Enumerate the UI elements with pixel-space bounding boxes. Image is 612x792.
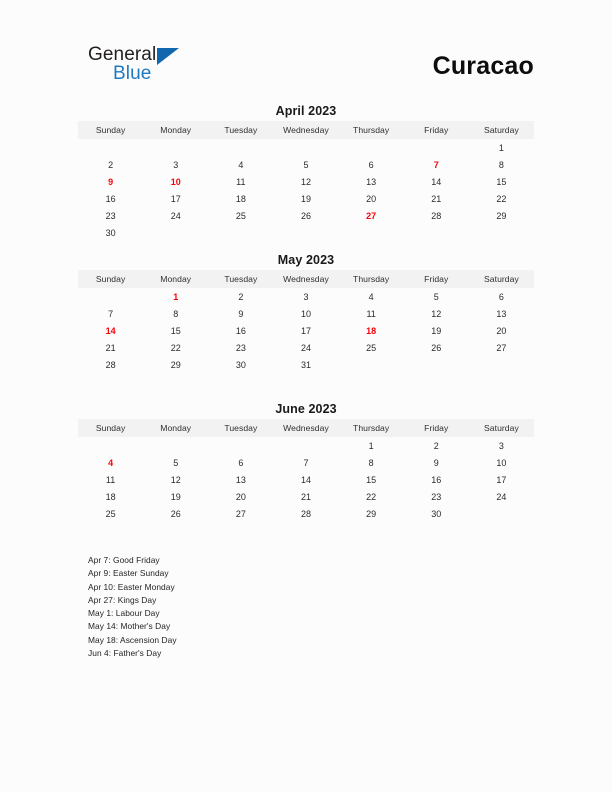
day-cell[interactable]: 4: [238, 159, 244, 170]
calendar-table: [78, 270, 534, 373]
weekday-header-sunday: Sunday: [78, 121, 143, 139]
month-title: April 2023: [275, 104, 337, 118]
calendar-weekday-header: [78, 419, 534, 437]
day-cell-empty: [469, 356, 534, 373]
week-row: [78, 339, 534, 356]
day-cell-holiday[interactable]: 27: [366, 210, 377, 221]
day-cell-empty: [143, 139, 208, 156]
day-cell[interactable]: 2: [238, 291, 244, 302]
day-cell[interactable]: 7: [303, 457, 309, 468]
day-cell[interactable]: 8: [498, 159, 504, 170]
day-cell[interactable]: 13: [496, 308, 507, 319]
calendar-table: [78, 419, 534, 522]
day-cell[interactable]: 12: [170, 474, 181, 485]
week-row: [78, 305, 534, 322]
day-cell-holiday[interactable]: 1: [173, 291, 179, 302]
day-cell[interactable]: 17: [300, 325, 311, 336]
week-row: [78, 471, 534, 488]
day-cell[interactable]: 16: [431, 474, 442, 485]
day-cell-empty: [339, 356, 404, 373]
day-cell[interactable]: 12: [300, 176, 311, 187]
day-cell[interactable]: 11: [236, 176, 246, 187]
day-cell[interactable]: 3: [303, 291, 309, 302]
day-cell[interactable]: 3: [498, 440, 504, 451]
weekday-header-thursday: Thursday: [339, 270, 404, 288]
week-row: [78, 190, 534, 207]
weekday-header-wednesday: Wednesday: [273, 270, 338, 288]
day-cell[interactable]: 15: [366, 474, 377, 485]
day-cell[interactable]: 28: [300, 508, 311, 519]
day-cell[interactable]: 20: [235, 491, 246, 502]
day-cell[interactable]: 4: [368, 291, 374, 302]
day-cell[interactable]: 22: [170, 342, 181, 353]
weekday-row: [78, 270, 534, 288]
holiday-list-item: Apr 27: Kings Day: [88, 594, 157, 605]
page-title: Curacao: [432, 52, 534, 80]
holiday-list-item: Apr 10: Easter Monday: [88, 581, 175, 592]
week-row: [78, 139, 534, 156]
day-cell[interactable]: 15: [170, 325, 181, 336]
day-cell[interactable]: 5: [303, 159, 309, 170]
day-cell[interactable]: 23: [235, 342, 246, 353]
weekday-header-tuesday: Tuesday: [208, 270, 273, 288]
weekday-header-monday: Monday: [143, 121, 208, 139]
day-cell[interactable]: 11: [366, 308, 376, 319]
day-cell-empty: [273, 437, 338, 454]
day-cell[interactable]: 10: [300, 308, 311, 319]
day-cell[interactable]: 13: [235, 474, 246, 485]
day-cell[interactable]: 30: [105, 227, 116, 238]
day-cell[interactable]: 1: [368, 440, 374, 451]
day-cell-empty: [273, 224, 338, 241]
week-row: [78, 488, 534, 505]
holiday-list-item: May 1: Labour Day: [88, 608, 160, 619]
holiday-legend: [88, 554, 408, 660]
day-cell[interactable]: 14: [300, 474, 311, 485]
day-cell-holiday[interactable]: 10: [170, 176, 181, 187]
day-cell[interactable]: 26: [170, 508, 181, 519]
day-cell[interactable]: 29: [366, 508, 377, 519]
day-cell[interactable]: 18: [235, 193, 246, 204]
weekday-header-friday: Friday: [404, 270, 469, 288]
day-cell[interactable]: 28: [431, 210, 442, 221]
holiday-list-item: Apr 9: Easter Sunday: [88, 568, 169, 579]
day-cell-empty: [143, 437, 208, 454]
weekday-header-saturday: Saturday: [469, 419, 534, 437]
day-cell[interactable]: 17: [170, 193, 181, 204]
weekday-header-tuesday: Tuesday: [208, 121, 273, 139]
calendar-table: [78, 121, 534, 241]
month-block-may: [78, 252, 534, 373]
month-title: May 2023: [277, 253, 335, 267]
holiday-list-item: May 14: Mother's Day: [88, 621, 171, 632]
week-row: [78, 437, 534, 454]
day-cell[interactable]: 19: [431, 325, 442, 336]
day-cell[interactable]: 22: [366, 491, 377, 502]
month-title: June 2023: [275, 402, 337, 416]
day-cell[interactable]: 6: [368, 159, 374, 170]
week-row: [78, 505, 534, 522]
day-cell-empty: [208, 224, 273, 241]
day-cell[interactable]: 7: [108, 308, 114, 319]
day-cell[interactable]: 2: [433, 440, 439, 451]
day-cell[interactable]: 23: [105, 210, 116, 221]
weekday-header-friday: Friday: [404, 419, 469, 437]
week-row: [78, 288, 534, 305]
day-cell[interactable]: 19: [300, 193, 311, 204]
calendar-weekday-header: [78, 121, 534, 139]
weekday-header-wednesday: Wednesday: [273, 419, 338, 437]
day-cell[interactable]: 24: [300, 342, 311, 353]
day-cell[interactable]: 9: [433, 457, 439, 468]
day-cell[interactable]: 29: [170, 359, 181, 370]
logo-text-blue: Blue: [113, 63, 152, 84]
day-cell[interactable]: 16: [105, 193, 116, 204]
day-cell[interactable]: 25: [105, 508, 116, 519]
day-cell[interactable]: 18: [105, 491, 116, 502]
day-cell[interactable]: 11: [105, 474, 116, 485]
day-cell[interactable]: 1: [498, 142, 504, 153]
week-row: [78, 322, 534, 339]
day-cell-holiday[interactable]: 7: [433, 159, 439, 170]
calendar-body: [78, 288, 534, 373]
day-cell[interactable]: 12: [431, 308, 442, 319]
day-cell-empty: [273, 139, 338, 156]
page-header: [0, 0, 612, 100]
day-cell[interactable]: 29: [496, 210, 507, 221]
calendar-weekday-header: [78, 270, 534, 288]
day-cell[interactable]: 24: [496, 491, 507, 502]
weekday-header-saturday: Saturday: [469, 270, 534, 288]
day-cell[interactable]: 30: [431, 508, 442, 519]
weekday-header-saturday: Saturday: [469, 121, 534, 139]
day-cell-empty: [143, 224, 208, 241]
day-cell[interactable]: 19: [170, 491, 181, 502]
day-cell[interactable]: 10: [496, 457, 507, 468]
day-cell[interactable]: 21: [105, 342, 116, 353]
day-cell[interactable]: 6: [238, 457, 244, 468]
month-block-june: [78, 401, 534, 522]
day-cell-empty: [469, 505, 534, 522]
day-cell-empty: [78, 288, 143, 305]
calendar-body: [78, 139, 534, 241]
day-cell-empty: [404, 224, 469, 241]
weekday-header-thursday: Thursday: [339, 121, 404, 139]
week-row: [78, 356, 534, 373]
holiday-list-item: Apr 7: Good Friday: [88, 555, 160, 565]
weekday-header-monday: Monday: [143, 419, 208, 437]
week-row: [78, 454, 534, 471]
day-cell[interactable]: 30: [235, 359, 246, 370]
day-cell-holiday[interactable]: 9: [108, 176, 114, 187]
weekday-header-wednesday: Wednesday: [273, 121, 338, 139]
day-cell-empty: [78, 437, 143, 454]
day-cell-empty: [78, 139, 143, 156]
day-cell[interactable]: 14: [431, 176, 442, 187]
day-cell-empty: [404, 139, 469, 156]
general-blue-logo: [88, 44, 198, 90]
day-cell[interactable]: 17: [496, 474, 507, 485]
day-cell[interactable]: 26: [300, 210, 311, 221]
day-cell[interactable]: 6: [498, 291, 504, 302]
day-cell[interactable]: 21: [431, 193, 442, 204]
day-cell[interactable]: 20: [366, 193, 377, 204]
day-cell[interactable]: 8: [173, 308, 179, 319]
day-cell[interactable]: 16: [235, 325, 246, 336]
day-cell-empty: [404, 356, 469, 373]
calendar-body: [78, 437, 534, 522]
weekday-header-sunday: Sunday: [78, 419, 143, 437]
day-cell-empty: [208, 139, 273, 156]
week-row: [78, 173, 534, 190]
day-cell-empty: [469, 224, 534, 241]
week-row: [78, 156, 534, 173]
day-cell[interactable]: 27: [496, 342, 507, 353]
holiday-list-item: May 18: Ascension Day: [88, 634, 177, 645]
weekday-row: [78, 121, 534, 139]
weekday-header-thursday: Thursday: [339, 419, 404, 437]
weekday-header-sunday: Sunday: [78, 270, 143, 288]
week-row: [78, 207, 534, 224]
logo-text-general: General: [88, 44, 157, 65]
day-cell[interactable]: 13: [366, 176, 377, 187]
day-cell-empty: [339, 139, 404, 156]
day-cell[interactable]: 25: [235, 210, 246, 221]
day-cell-holiday[interactable]: 4: [108, 457, 114, 468]
day-cell[interactable]: 20: [496, 325, 507, 336]
day-cell[interactable]: 24: [170, 210, 181, 221]
day-cell[interactable]: 2: [108, 159, 114, 170]
day-cell[interactable]: 26: [431, 342, 442, 353]
day-cell[interactable]: 9: [238, 308, 244, 319]
day-cell-holiday[interactable]: 18: [366, 325, 377, 336]
week-row: [78, 224, 534, 241]
day-cell[interactable]: 15: [496, 176, 507, 187]
holiday-list-item: Jun 4: Father's Day: [88, 648, 162, 659]
weekday-header-friday: Friday: [404, 121, 469, 139]
day-cell[interactable]: 31: [300, 359, 311, 370]
day-cell[interactable]: 25: [366, 342, 377, 353]
weekday-header-tuesday: Tuesday: [208, 419, 273, 437]
day-cell-holiday[interactable]: 14: [105, 325, 116, 336]
day-cell-empty: [208, 437, 273, 454]
triangle-icon: [157, 48, 179, 65]
day-cell[interactable]: 21: [300, 491, 311, 502]
day-cell[interactable]: 23: [431, 491, 442, 502]
day-cell[interactable]: 3: [173, 159, 179, 170]
weekday-row: [78, 419, 534, 437]
day-cell[interactable]: 5: [173, 457, 179, 468]
day-cell-empty: [339, 224, 404, 241]
weekday-header-monday: Monday: [143, 270, 208, 288]
day-cell[interactable]: 8: [368, 457, 374, 468]
day-cell[interactable]: 22: [496, 193, 507, 204]
day-cell[interactable]: 27: [235, 508, 246, 519]
day-cell[interactable]: 5: [433, 291, 439, 302]
month-block-april: [78, 103, 534, 241]
day-cell[interactable]: 28: [105, 359, 116, 370]
